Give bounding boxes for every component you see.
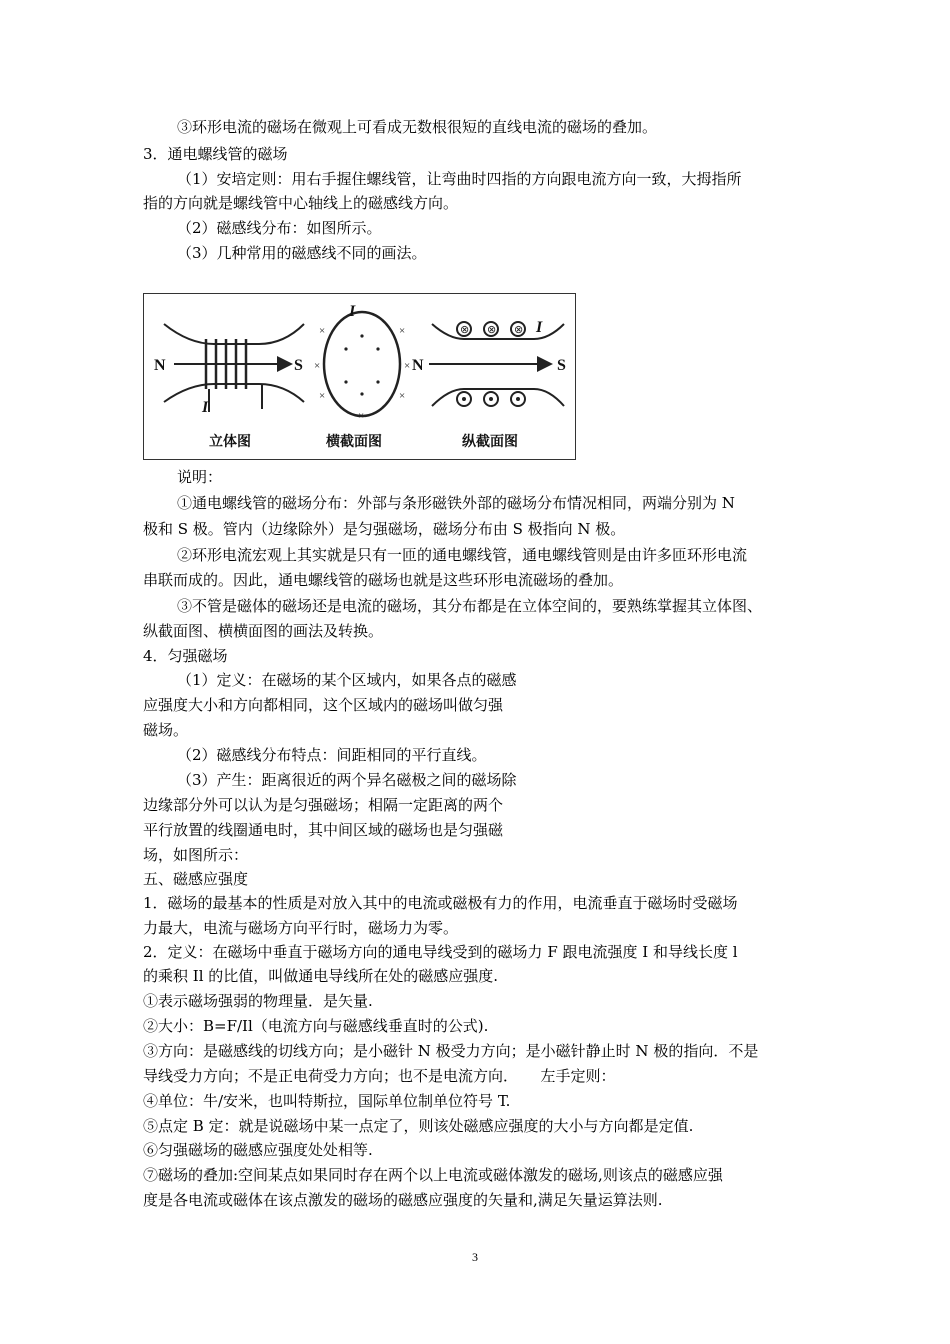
cross-section-diagram (324, 312, 400, 416)
text-line: 串联而成的。因此，通电螺线管的磁场也就是这些环形电流磁场的叠加。 (143, 571, 624, 589)
text-line: 度是各电流或磁体在该点激发的磁场的磁感应强度的矢量和,满足矢量运算法则. (143, 1191, 663, 1209)
current-label: I (536, 319, 543, 336)
text-line: 应强度大小和方向都相同，这个区域内的磁场叫做匀强 (143, 696, 504, 714)
south-pole-label: S (294, 357, 303, 374)
svg-text:⊗: ⊗ (487, 324, 497, 336)
svg-text:⊗: ⊗ (460, 324, 470, 336)
svg-text:×: × (358, 410, 365, 422)
text-line: 场，如图所示： (143, 846, 249, 864)
text-line: （3）几种常用的磁感线不同的画法。 (177, 244, 427, 262)
text-line: 1．磁场的最基本的性质是对放入其中的电流或磁极有力的作用，电流垂直于磁场时受磁场 (143, 894, 738, 912)
svg-text:×: × (314, 360, 321, 372)
text-line: （2）磁感线分布特点：间距相同的平行直线。 (177, 746, 487, 764)
svg-text:⊗: ⊗ (514, 324, 524, 336)
text-line: ③不管是磁体的磁场还是电流的磁场，其分布都是在立体空间的，要熟练掌握其立体图、 (177, 597, 763, 615)
north-pole-label: N (154, 357, 166, 374)
text-line: 力最大，电流与磁场方向平行时，磁场力为零。 (143, 919, 459, 937)
svg-text:×: × (319, 325, 326, 337)
text-line: ⑥匀强磁场的磁感应强度处处相等. (143, 1141, 373, 1159)
current-label: I (202, 399, 209, 416)
text-line: 说明： (177, 468, 223, 486)
text-line: 极和 S 极。管内（边缘除外）是匀强磁场，磁场分布由 S 极指向 N 极。 (143, 520, 626, 538)
text-line: ①表示磁场强弱的物理量．是矢量. (143, 992, 373, 1010)
svg-text:×: × (404, 360, 411, 372)
figure-caption: 纵截面图 (462, 434, 518, 450)
svg-text:×: × (319, 390, 326, 402)
text-line: （2）磁感线分布：如图所示。 (177, 219, 382, 237)
text-line: 边缘部分外可以认为是匀强磁场；相隔一定距离的两个 (143, 796, 504, 814)
figure-caption: 立体图 (209, 434, 251, 450)
text-line: ③方向：是磁感线的切线方向；是小磁针 N 极受力方向；是小磁针静止时 N 极的指向．不是 (143, 1042, 759, 1060)
solenoid-3d-diagram (164, 324, 304, 412)
section-heading: 4．匀强磁场 (143, 647, 228, 665)
text-line: ①通电螺线管的磁场分布：外部与条形磁铁外部的磁场分布情况相同，两端分别为 N (177, 494, 735, 512)
text-line: ⑤点定 B 定：就是说磁场中某一点定了，则该处磁感应强度的大小与方向都是定值. (143, 1117, 694, 1135)
text-line: 纵截面图、横横面图的画法及转换。 (143, 622, 384, 640)
text-line: ②环形电流宏观上其实就是只有一匝的通电螺线管，通电螺线管则是由许多匝环形电流 (177, 546, 748, 564)
longitudinal-section-diagram (429, 322, 564, 406)
text-line: 2．定义：在磁场中垂直于磁场方向的通电导线受到的磁场力 F 跟电流强度 I 和导线长度 l (143, 943, 738, 961)
south-pole-label: S (557, 357, 566, 374)
north-pole-label: N (412, 357, 424, 374)
text-line: （3）产生：距离很近的两个异名磁极之间的磁场除 (177, 771, 517, 789)
text-line: （1）安培定则：用右手握住螺线管，让弯曲时四指的方向跟电流方向一致，大拇指所 (177, 170, 742, 188)
text-line: ③环形电流的磁场在微观上可看成无数根很短的直线电流的磁场的叠加。 (177, 118, 658, 136)
svg-text:×: × (399, 325, 406, 337)
figure-caption: 横截面图 (326, 434, 382, 450)
solenoid-figure (143, 293, 576, 460)
svg-text:×: × (399, 390, 406, 402)
section-heading: 五、磁感应强度 (143, 870, 249, 888)
text-line: 平行放置的线圈通电时，其中间区域的磁场也是匀强磁 (143, 821, 504, 839)
page-number: 3 (472, 1250, 478, 1264)
text-line: （1）定义：在磁场的某个区域内，如果各点的磁感 (177, 671, 517, 689)
text-line: ④单位：牛/安米，也叫特斯拉，国际单位制单位符号 T. (143, 1092, 511, 1110)
text-line: 指的方向就是螺线管中心轴线上的磁感线方向。 (143, 194, 459, 212)
text-line: 磁场。 (143, 721, 189, 739)
section-heading: 3．通电螺线管的磁场 (143, 145, 288, 163)
current-label: I (349, 303, 356, 320)
text-line: ②大小：B=F/Il（电流方向与磁感线垂直时的公式). (143, 1017, 489, 1035)
text-line: 导线受力方向；不是正电荷受力方向；也不是电流方向． 左手定则： (143, 1067, 616, 1085)
text-line: 的乘积 Il 的比值，叫做通电导线所在处的磁感应强度. (143, 967, 499, 985)
text-line: ⑦磁场的叠加:空间某点如果同时存在两个以上电流或磁体激发的磁场,则该点的磁感应强 (143, 1166, 723, 1184)
